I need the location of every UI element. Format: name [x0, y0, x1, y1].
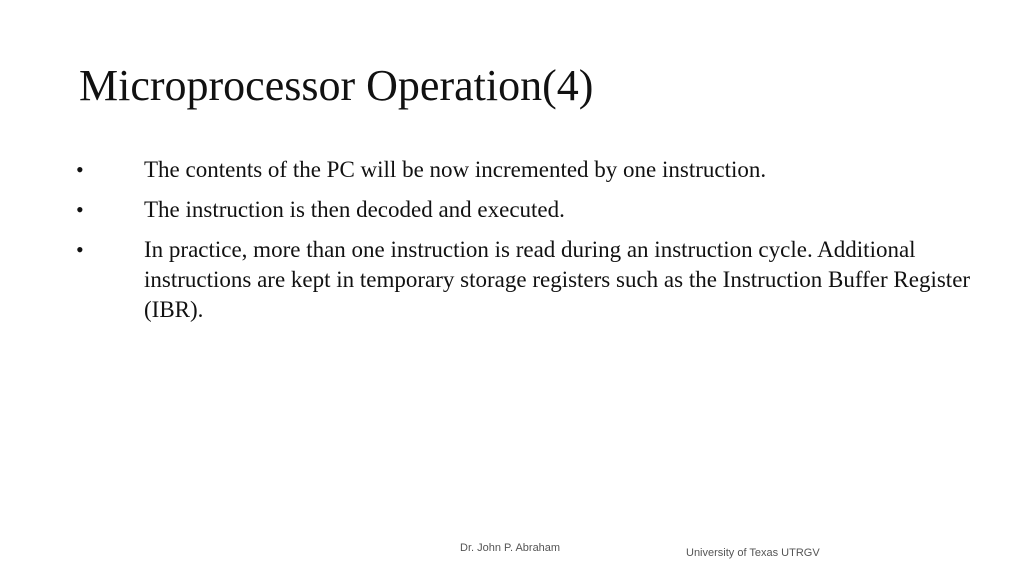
- bullet-item-2: [0, 195, 1024, 225]
- bullet-item-3: [0, 235, 1024, 325]
- bullet-text: The contents of the PC will be now incremented by one instruction.: [144, 157, 767, 182]
- footer-author: Dr. John P. Abraham: [460, 542, 561, 554]
- bullet-list: [0, 155, 1024, 335]
- bullet-marker: •: [76, 197, 84, 222]
- bullet-text: In practice, more than one instruction is read during an instruction cycle. Additional instructions are kept in temporary storage registers such as the Instruction Buffer Register (IBR).: [144, 237, 971, 322]
- bullet-text: The instruction is then decoded and executed.: [144, 197, 565, 222]
- slide-title: Microprocessor Operation(4): [79, 61, 594, 110]
- footer-organization: University of Texas UTRGV: [686, 547, 820, 559]
- bullet-marker: •: [76, 237, 84, 262]
- bullet-item-1: [0, 155, 1024, 185]
- bullet-marker: •: [76, 157, 84, 182]
